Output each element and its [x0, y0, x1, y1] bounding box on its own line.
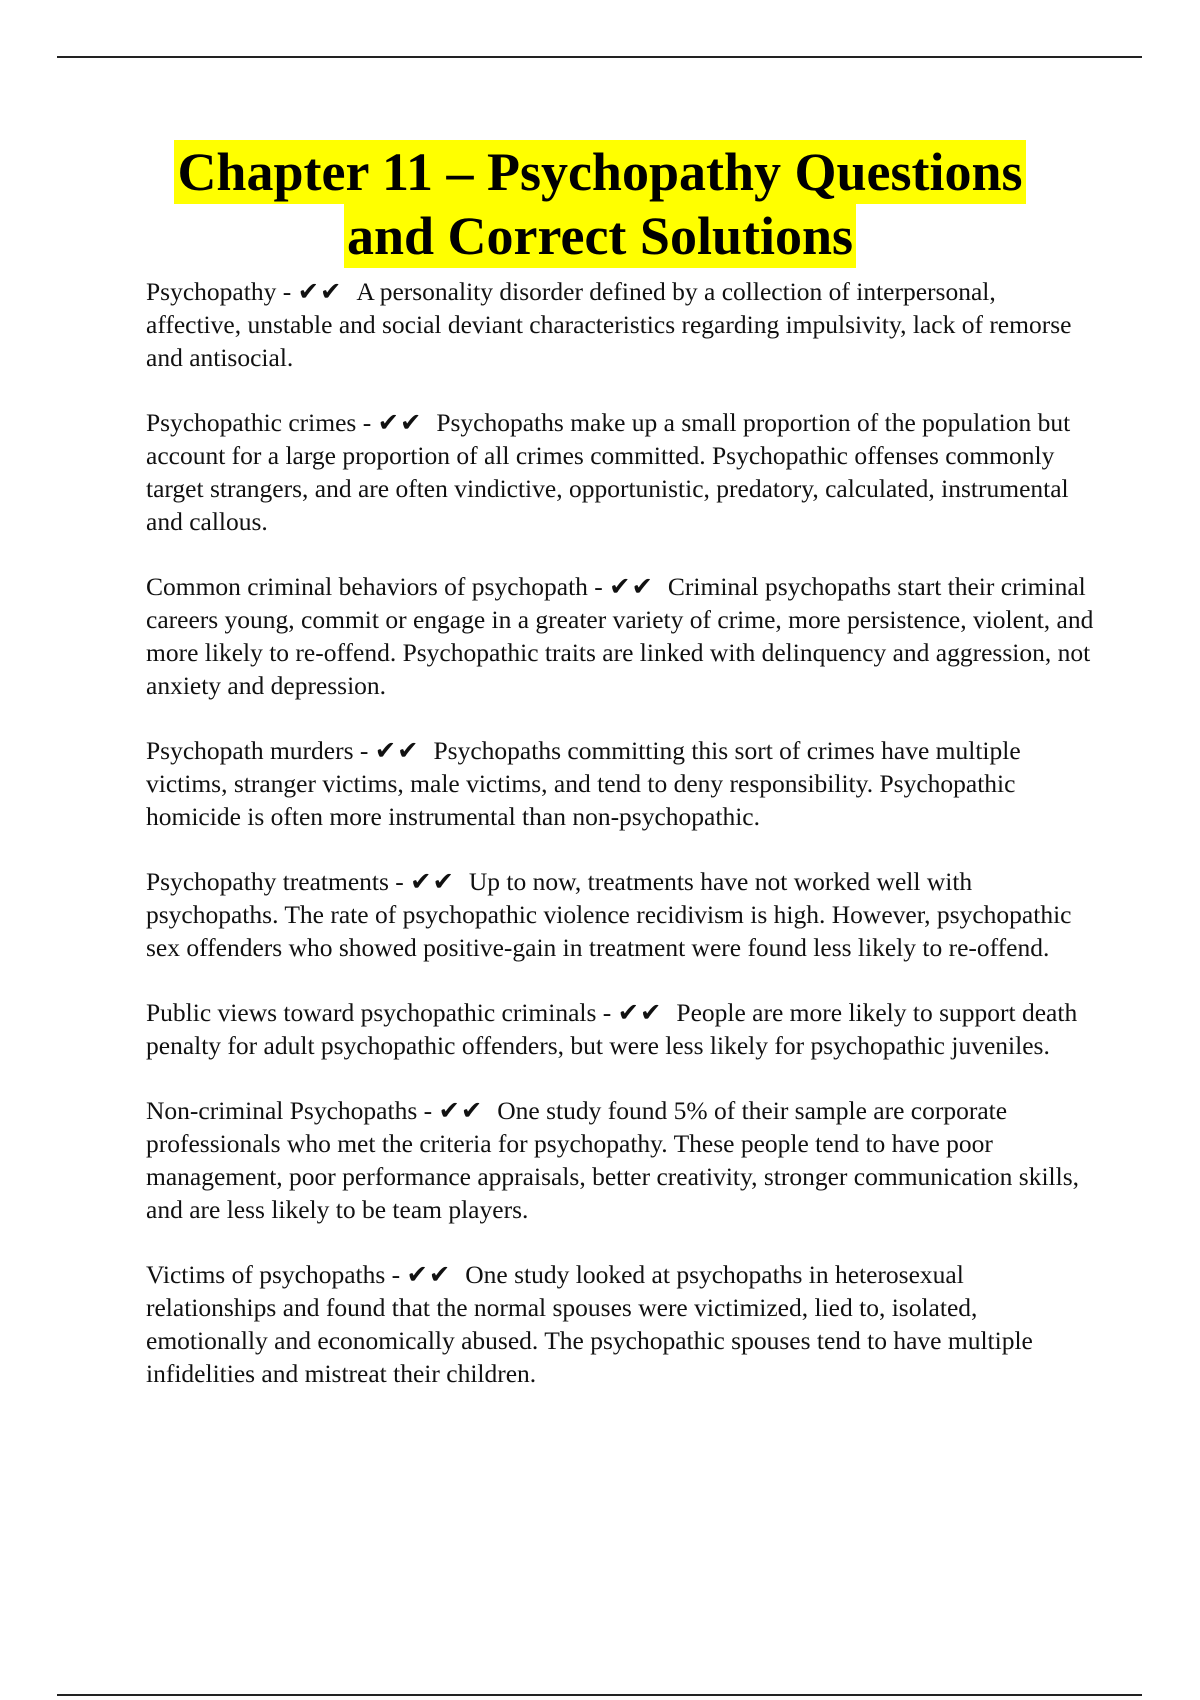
entry-definition: Up to now, treatments have not worked well with psychopaths. The rate of psychopathic violence recidivism is high. However, psychopathic sex offenders who showed positive-gain in treatment were found less likely to re-offend. — [146, 867, 1072, 962]
document-title — [0, 140, 1200, 268]
header-rule — [57, 56, 1142, 58]
check-mark-icon: ✔✔ — [297, 277, 343, 306]
qa-entry — [146, 734, 1096, 833]
entry-definition: People are more likely to support death penalty for adult psychopathic offenders, but were less likely for psychopathic juveniles. — [146, 998, 1078, 1060]
entry-definition: Psychopaths make up a small proportion of the population but account for a large proportion of all crimes committed. Psychopathic offenses commonly target strangers, and are often vindictive, opportunistic, predatory, calculated, instrumental and callous. — [146, 408, 1071, 536]
qa-entry — [146, 570, 1096, 702]
qa-entry — [146, 406, 1096, 538]
qa-entry — [146, 275, 1096, 374]
entry-definition: One study found 5% of their sample are corporate professionals who met the criteria for psychopathy. These people tend to have poor management, poor performance appraisals, better creativity, stronger communication skills, and are less likely to be team players. — [146, 1096, 1080, 1224]
title-line-1: Chapter 11 – Psychopathy Questions — [174, 140, 1025, 204]
entry-term: Psychopath murders - — [146, 736, 375, 765]
check-mark-icon: ✔✔ — [617, 998, 663, 1027]
entry-definition: One study looked at psychopaths in heterosexual relationships and found that the normal spouses were victimized, lied to, isolated, emotionally and economically abused. The psychopathic spouses tend to have multiple infidelities and mistreat their children. — [146, 1260, 1033, 1388]
check-mark-icon: ✔✔ — [374, 736, 420, 765]
check-mark-icon: ✔✔ — [609, 572, 654, 601]
entry-term: Common criminal behaviors of psychopath - — [146, 572, 610, 601]
check-mark-icon: ✔✔ — [410, 867, 455, 896]
footer-rule — [57, 1694, 1142, 1696]
entry-term: Public views toward psychopathic criminals - — [146, 998, 618, 1027]
check-mark-icon: ✔✔ — [406, 1260, 452, 1289]
entry-term: Psychopathy - — [146, 277, 298, 306]
qa-entry — [146, 865, 1096, 964]
qa-entry — [146, 1258, 1096, 1390]
entry-term: Victims of psychopaths - — [146, 1260, 407, 1289]
qa-entry — [146, 996, 1096, 1062]
entry-term: Psychopathy treatments - — [146, 867, 411, 896]
entry-term: Non-criminal Psychopaths - — [146, 1096, 439, 1125]
check-mark-icon: ✔✔ — [438, 1096, 484, 1125]
entry-definition: Criminal psychopaths start their criminal careers young, commit or engage in a greater variety of crime, more persistence, violent, and more likely to re-offend. Psychopathic traits are linked with delinquency and aggression, not anxiety and depression. — [146, 572, 1094, 700]
entry-term: Psychopathic crimes - — [146, 408, 378, 437]
check-mark-icon: ✔✔ — [377, 408, 423, 437]
qa-list — [146, 275, 1096, 1422]
qa-entry — [146, 1094, 1096, 1226]
entry-definition: A personality disorder defined by a collection of interpersonal, affective, unstable and social deviant characteristics regarding impulsivity, lack of remorse and antisocial. — [146, 277, 1072, 372]
title-line-2: and Correct Solutions — [344, 204, 856, 268]
entry-definition: Psychopaths committing this sort of crimes have multiple victims, stranger victims, male victims, and tend to deny responsibility. Psychopathic homicide is often more instrumental than non-psychopathic. — [146, 736, 1021, 831]
